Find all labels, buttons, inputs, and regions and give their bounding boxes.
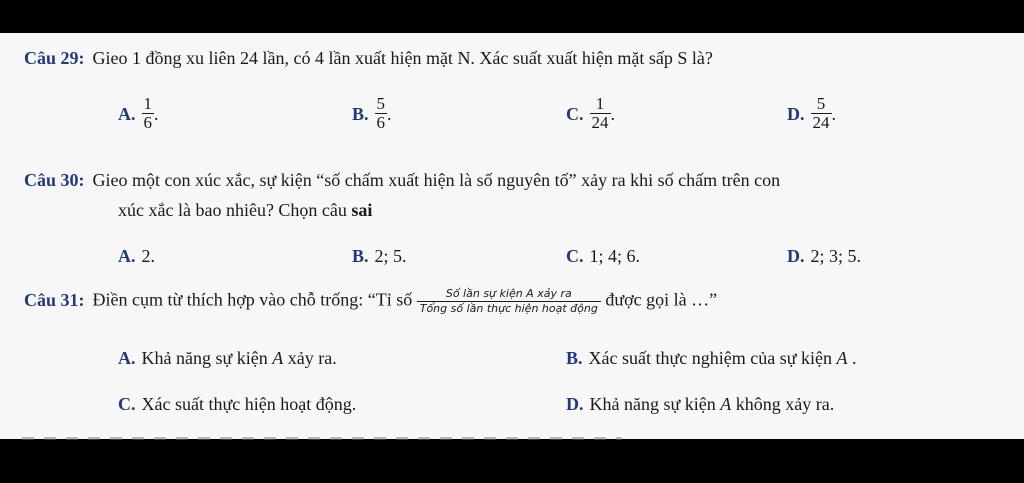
- question-30-line2: xúc xắc là bao nhiêu? Chọn câu sai: [118, 200, 373, 220]
- option-letter: B.: [352, 103, 369, 124]
- document-page: [0, 33, 1024, 439]
- q30-option-c[interactable]: C. 1; 4; 6.: [566, 246, 641, 266]
- option-letter: D.: [787, 103, 805, 124]
- q30-option-a[interactable]: A. 2.: [118, 246, 155, 266]
- q31-option-c[interactable]: C. Xác suất thực hiện hoạt động.: [118, 394, 357, 414]
- option-letter: C.: [566, 103, 584, 124]
- cutoff-text-fragment: [22, 437, 622, 440]
- emphasis-sai: sai: [351, 200, 373, 220]
- question-number: Câu 29:: [24, 48, 85, 68]
- question-number: Câu 31:: [24, 289, 85, 310]
- question-text: Gieo 1 đồng xu liên 24 lần, có 4 lần xuất hiện mặt N. Xác suất xuất hiện mặt sấp S là?: [92, 48, 713, 68]
- question-31: Câu 31: Điền cụm từ thích hợp vào chỗ trống: “Tỉ số Số lần sự kiện A xảy ra Tổng số lần thực hiện hoạt động được gọi là …”: [24, 287, 718, 315]
- question-29: [24, 47, 713, 69]
- fraction: $\frac{5}{6}$: [376, 94, 386, 132]
- q31-option-b[interactable]: B. Xác suất thực nghiệm của sự kiện A .: [566, 348, 857, 368]
- question-text: Gieo một con xúc xắc, sự kiện “số chấm xuất hiện là số nguyên tố” xảy ra khi số chấm trên con: [92, 170, 781, 190]
- q31-option-a[interactable]: A. Khả năng sự kiện A xảy ra.: [118, 348, 337, 368]
- fraction: $\frac{5}{24}$: [812, 94, 830, 132]
- q31-option-d[interactable]: D. Khả năng sự kiện A không xảy ra.: [566, 394, 835, 414]
- q30-option-d[interactable]: D. 2; 3; 5.: [787, 246, 862, 266]
- option-letter: A.: [118, 103, 136, 124]
- question-number: Câu 30:: [24, 170, 85, 190]
- q29-option-a[interactable]: A. $\frac{1}{6}$ .: [118, 94, 159, 132]
- ratio-fraction: Số lần sự kiện A xảy ra Tổng số lần thực hiện hoạt động: [417, 287, 601, 316]
- fraction: $\frac{1}{24}$: [591, 94, 609, 132]
- q29-option-c[interactable]: C. $\frac{1}{24}$ .: [566, 94, 615, 132]
- question-30: [24, 169, 780, 191]
- fraction: $\frac{1}{6}$: [143, 94, 152, 132]
- question-text: Điền cụm từ thích hợp vào chỗ trống: “Tỉ số: [92, 289, 413, 310]
- q30-option-b[interactable]: B. 2; 5.: [352, 246, 407, 266]
- q29-option-b[interactable]: B. $\frac{5}{6}$ .: [352, 94, 392, 132]
- q29-option-d[interactable]: D. $\frac{5}{24}$ .: [787, 94, 836, 132]
